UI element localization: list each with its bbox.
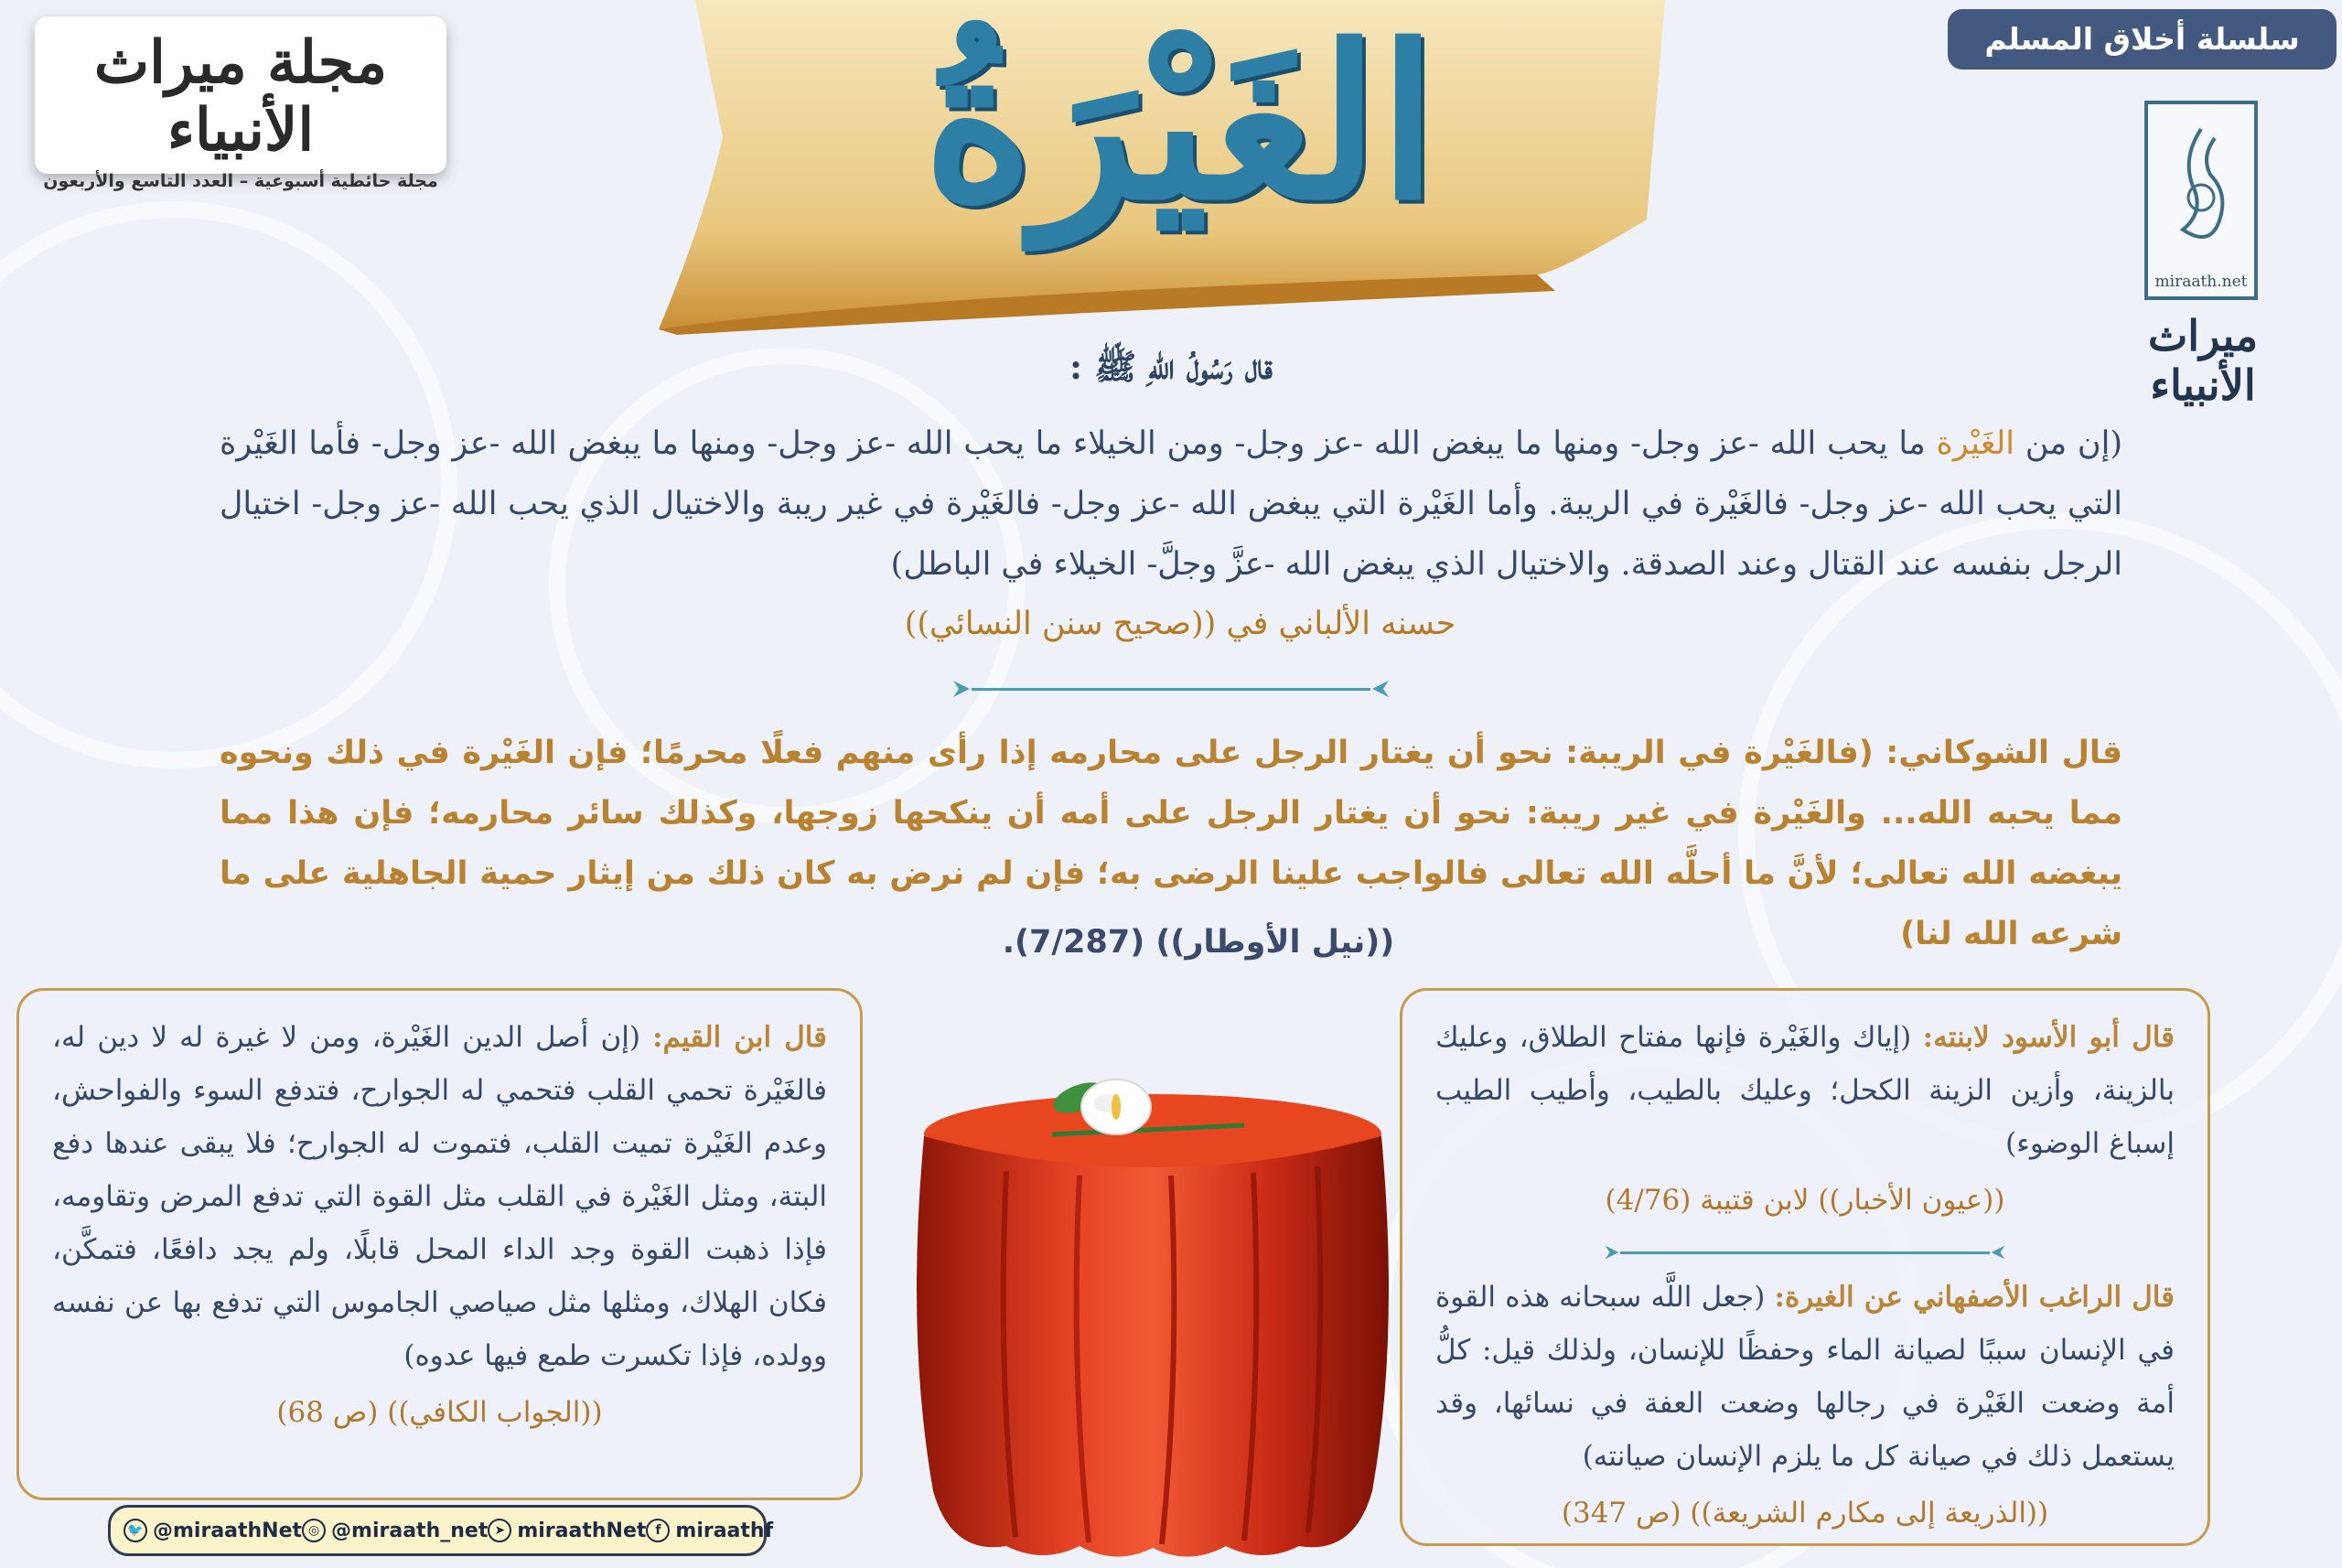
logo-url: miraath.net xyxy=(2154,273,2248,291)
quote-raghib-reference: ((الذريعة إلى مكارم الشريعة)) (ص 347) xyxy=(1561,1497,2049,1530)
series-badge: سلسلة أخلاق المسلم xyxy=(1948,9,2337,70)
logo-name: ميراث الأنبياء xyxy=(2148,311,2258,410)
twitter-link[interactable]: 🐦 @miraathNet xyxy=(124,1519,302,1542)
quote-raghib: قال الراغب الأصفهاني عن الغيرة: (جعل اللَّه سبحانه هذه القوة في الإنسان سببًا لصيانة الماء وحفظًا للإنسان، ولذلك قيل: كلُّ أمة وضعت الغَيْرة في رجالها وضعت العفة في نسائها، وقد يستعمل ذلك في صيانة كل ما يلزم الإنسان صيانته) xyxy=(1435,1281,2175,1473)
title-scroll xyxy=(640,0,1720,338)
calligraphy-logo-icon xyxy=(2148,104,2254,273)
hadith-text: (إن من الغَيْرة ما يحب الله -عز وجل- ومنها ما يبغض الله -عز وجل- ومن الخيلاء ما يحب الله -عز وجل- ومنها ما يبغض الله -عز وجل- فأما الغَيْرة التي يحب الله -عز وجل- فالغَيْرة في الريبة. وأما الغَيْرة التي يبغض الله -عز وجل- فالغَيْرة في غير ريبة والاختيال الذي يحب الله -عز وجل- اختيال الرجل بنفسه عند القتال وعند الصدقة. والاختيال الذي يبغض الله -عزَّ وجلَّ- الخيلاء في الباطل) xyxy=(220,425,2122,583)
quote-box-right xyxy=(1400,988,2210,1546)
social-links-bar xyxy=(108,1505,774,1556)
telegram-link[interactable]: ➤ miraathNet xyxy=(488,1519,646,1542)
quote-abu-al-aswad-reference: ((عيون الأخبار)) لابن قتيبة (4/76) xyxy=(1605,1184,2005,1217)
facebook-icon: f xyxy=(646,1519,670,1542)
quote-ibn-al-qayyim: قال ابن القيم: (إن أصل الدين الغَيْرة، ومن لا غيرة له لا دين له، فالغَيْرة تحمي القلب فتحمي له الجوارح، فتدفع السوء والفواحش، وعدم الغَيْرة تميت القلب، فتموت له الجوارح؛ فلا يبقى عندها دفع البتة، ومثل الغَيْرة في القلب مثل القوة التي تدفع المرض وتقاومه، فإذا ذهبت القوة وجد الداء المحل قابلًا، ولم يجد دافعًا، فتمكَّن، فكان الهلاك، ومثلها مثل صياصي الجاموس التي تدفع بها عن نفسه وولده، فإذا تكسرت طمع فيها عدوه) xyxy=(52,1021,827,1372)
telegram-icon: ➤ xyxy=(488,1519,511,1542)
site-logo xyxy=(2144,101,2258,300)
page-title: الغَيْرَةُ xyxy=(923,0,1437,247)
facebook-link[interactable]: f miraathf xyxy=(646,1519,773,1542)
table-with-flower-illustration xyxy=(897,1061,1409,1568)
ornamental-divider xyxy=(951,677,1391,701)
shawkani-quote: قال الشوكاني: (فالغَيْرة في الريبة: نحو أن يغتار الرجل على محارمه إذا رأى منهم فعلًا محرمًا؛ فإن الغَيْرة في ذلك ونحوه مما يحبه الله... والغَيْرة في غير ريبة: نحو أن يغتار الرجل على أمه أن ينكحها زوجها، وكذلك سائر محارمه؛ فإن هذا مما يبغضه الله تعالى؛ لأنَّ ما أحلَّه الله تعالى فالواجب علينا الرضى به؛ فإن لم نرض به كان ذلك من إيثار حمية الجاهلية على ما شرعه الله لنا) xyxy=(220,735,2122,952)
quote-box-left xyxy=(16,988,863,1500)
instagram-icon: ◎ xyxy=(302,1519,326,1542)
shawkani-reference: ((نيل الأوطار)) (7/287). xyxy=(1002,924,1395,961)
quote-abu-al-aswad: قال أبو الأسود لابنته: (إياك والغَيْرة فإنها مفتاح الطلاق، وعليك بالزينة، وأزين الزينة الكحل؛ وعليك بالطيب، وأطيب الطيب إسباغ الوضوء) xyxy=(1435,1021,2175,1160)
hadith-reference: حسنه الألباني في ((صحيح سنن النسائي)) xyxy=(904,606,1456,642)
quote-ibn-al-qayyim-reference: ((الجواب الكافي)) (ص 68) xyxy=(276,1396,603,1429)
masthead-title: مجلة ميراث الأنبياء xyxy=(93,28,388,165)
masthead-subtitle: مجلة حائطية أسبوعية – العدد التاسع والأربعون xyxy=(43,171,438,192)
masthead xyxy=(35,16,446,192)
ornamental-divider xyxy=(1604,1243,2006,1262)
hadith-intro: قال رَسُولُ اللهِ ﷺ : xyxy=(1069,346,1273,387)
twitter-icon: 🐦 xyxy=(124,1519,147,1542)
highlight-word: الغَيْرة xyxy=(1936,425,2015,462)
instagram-link[interactable]: ◎ @miraath_net xyxy=(302,1519,488,1542)
